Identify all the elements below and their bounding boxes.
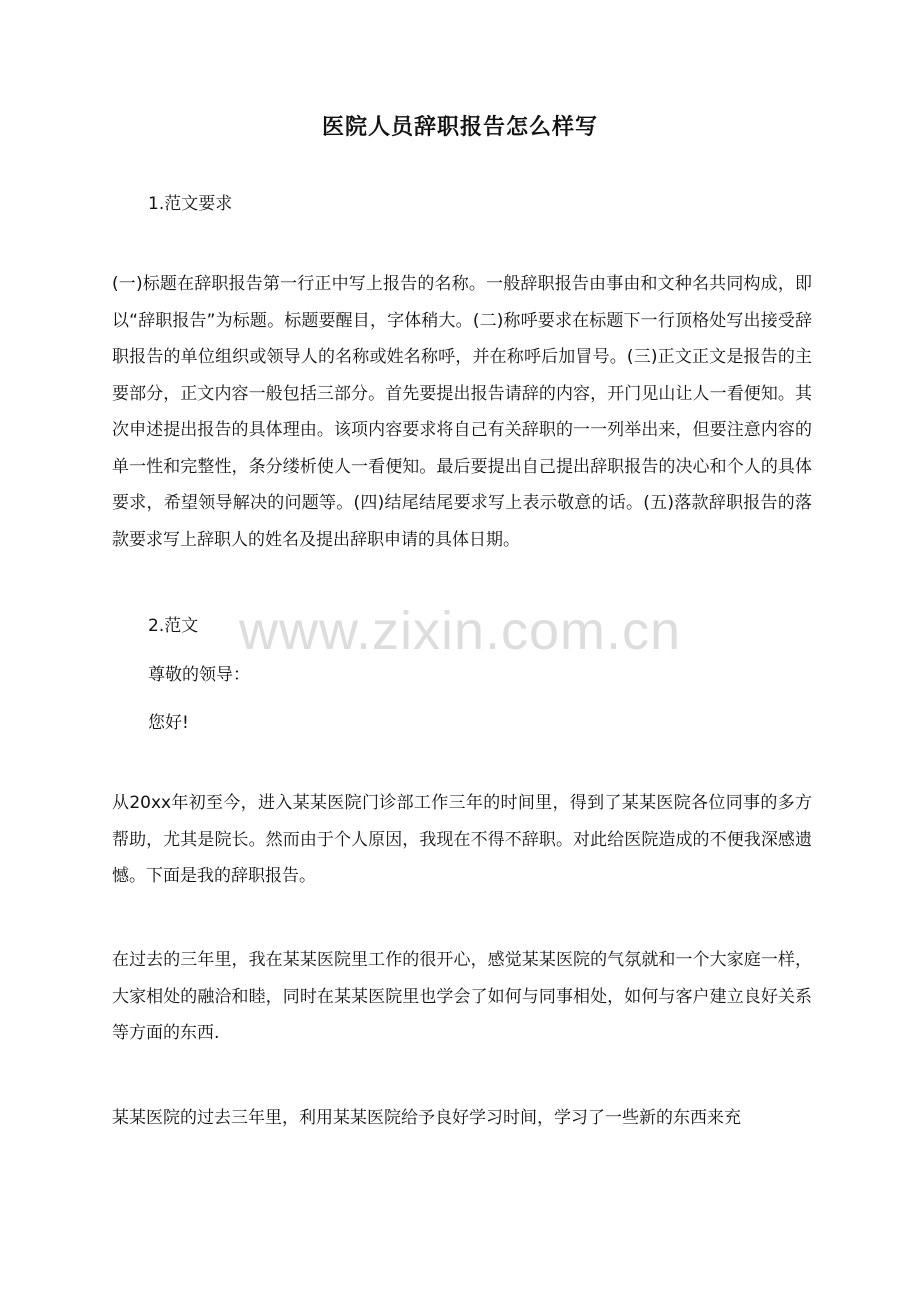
body-paragraph-2: 在过去的三年里，我在某某医院里工作的很开心，感觉某某医院的气氛就和一个大家庭一样，大家相处的融洽和睦，同时在某某医院里也学会了如何与同事相处，如何与客户建立良好关系等方面的东西. bbox=[112, 950, 812, 1043]
body-paragraph-1: 从20xx年初至今，进入某某医院门诊部工作三年的时间里，得到了某某医院各位同事的多方帮助，尤其是院长。然而由于个人原因，我现在不得不辞职。对此给医院造成的不便我深感遗憾。下面是我的辞职报告。 bbox=[112, 793, 812, 886]
requirements-paragraph: (一)标题在辞职报告第一行正中写上报告的名称。一般辞职报告由事由和文种名共同构成，即以“辞职报告”为标题。标题要醒目，字体稍大。(二)称呼要求在标题下一行顶格处写出接受辞职报告的单位组织或领导人的名称或姓名称呼，并在称呼后加冒号。(三)正文正文是报告的主要部分，正文内容一般包括三部分。首先要提出报告请辞的内容，开门见山让人一看便知。其次申述提出报告的具体理由。该项内容要求将自己有关辞职的一一列举出来，但要注意内容的单一性和完整性，条分缕析使人一看便知。最后要提出自己提出辞职报告的决心和个人的具体要求，希望领导解决的问题等。(四)结尾结尾要求写上表示敬意的话。(五)落款辞职报告的落款要求写上辞职人的姓名及提出辞职申请的具体日期。 bbox=[112, 274, 812, 550]
greeting-line: 您好! bbox=[148, 713, 189, 733]
salutation-line: 尊敬的领导： bbox=[148, 665, 250, 685]
watermark-text: www.zixin.com.cn bbox=[238, 601, 682, 661]
section-heading-sample: 2.范文 bbox=[148, 616, 199, 636]
section-heading-requirements: 1.范文要求 bbox=[148, 194, 233, 214]
document-title: 医院人员辞职报告怎么样写 bbox=[321, 115, 598, 140]
body-paragraph-3: 某某医院的过去三年里，利用某某医院给予良好学习时间，学习了一些新的东西来充 bbox=[112, 1108, 741, 1128]
